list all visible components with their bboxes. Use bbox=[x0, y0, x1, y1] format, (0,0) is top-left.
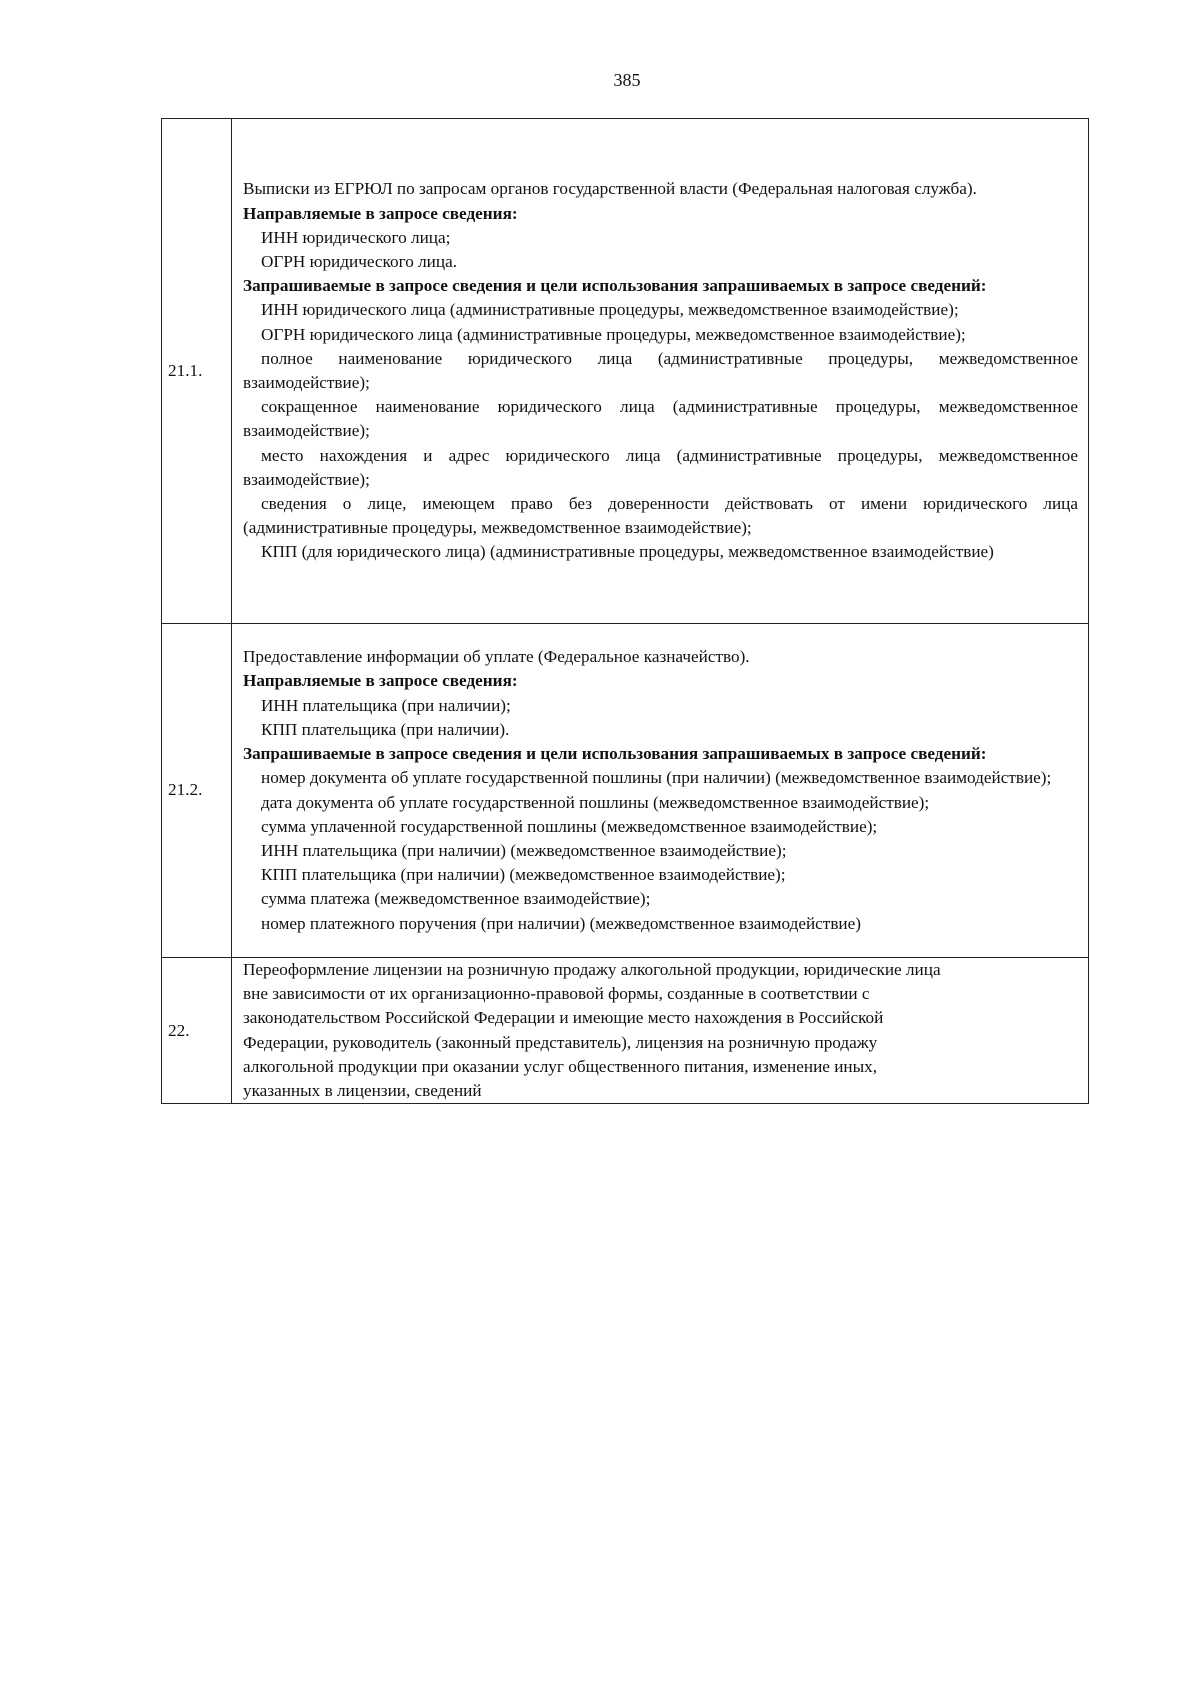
sent-heading: Направляемые в запросе сведения: bbox=[243, 203, 518, 223]
table-row bbox=[162, 119, 1089, 624]
requested-item: ОГРН юридического лица (административные процедуры, межведомственное взаимодействие); bbox=[261, 324, 966, 344]
row-number: 22. bbox=[162, 958, 232, 1104]
row-title: Выписки из ЕГРЮЛ по запросам органов государственной власти (Федеральная налоговая служба). bbox=[243, 179, 977, 199]
requested-item: КПП плательщика (при наличии) (межведомственное взаимодействие); bbox=[261, 865, 786, 885]
requested-item: сведения о лице, имеющем право без доверенности действовать от имени юридического лица (административные процедуры, межведомственное взаимодействие); bbox=[243, 494, 1078, 538]
requested-item: сокращенное наименование юридического лица (административные процедуры, межведомственное взаимодействие); bbox=[243, 397, 1078, 441]
table-row bbox=[162, 958, 1089, 1104]
row-content bbox=[232, 624, 1089, 958]
requested-item: дата документа об уплате государственной пошлины (межведомственное взаимодействие); bbox=[261, 792, 930, 812]
table-row bbox=[162, 624, 1089, 958]
requested-item: номер платежного поручения (при наличии) (межведомственное взаимодействие) bbox=[261, 913, 861, 933]
row-title: Предоставление информации об уплате (Федеральное казначейство). bbox=[243, 647, 750, 667]
sent-item: ИНН юридического лица; bbox=[261, 227, 451, 247]
services-table bbox=[161, 118, 1089, 1104]
row-content bbox=[232, 119, 1089, 624]
row-text-line: законодательством Российской Федерации и имеющие место нахождения в Российской bbox=[243, 1008, 884, 1028]
sent-item: КПП плательщика (при наличии). bbox=[261, 719, 510, 739]
row-text-line: алкогольной продукции при оказании услуг общественного питания, изменение иных, bbox=[243, 1056, 878, 1076]
row-text-line: Переоформление лицензии на розничную продажу алкогольной продукции, юридические лица bbox=[243, 960, 941, 979]
requested-item: ИНН плательщика (при наличии) (межведомственное взаимодействие); bbox=[261, 840, 787, 860]
requested-item: сумма уплаченной государственной пошлины (межведомственное взаимодействие); bbox=[261, 816, 878, 836]
requested-item: место нахождения и адрес юридического лица (административные процедуры, межведомственное взаимодействие); bbox=[243, 445, 1078, 489]
requested-item: ИНН юридического лица (административные процедуры, межведомственное взаимодействие); bbox=[261, 300, 959, 320]
row-text-line: вне зависимости от их организационно-правовой формы, созданные в соответствии с bbox=[243, 984, 870, 1004]
requested-item: номер документа об уплате государственной пошлины (при наличии) (межведомственное взаимодействие); bbox=[261, 768, 1052, 788]
row-number: 21.1. bbox=[162, 119, 232, 624]
page-number: 385 bbox=[613, 70, 641, 90]
row-content bbox=[232, 958, 1089, 1104]
sent-item: ОГРН юридического лица. bbox=[261, 251, 458, 271]
requested-item: КПП (для юридического лица) (административные процедуры, межведомственное взаимодействие) bbox=[261, 542, 994, 562]
row-number: 21.2. bbox=[162, 624, 232, 958]
row-text-line: указанных в лицензии, сведений bbox=[243, 1081, 482, 1101]
requested-item: сумма платежа (межведомственное взаимодействие); bbox=[261, 889, 651, 909]
sent-heading: Направляемые в запросе сведения: bbox=[243, 671, 518, 691]
requested-item: полное наименование юридического лица (административные процедуры, межведомственное взаимодействие); bbox=[243, 348, 1078, 392]
row-text-line: Федерации, руководитель (законный представитель), лицензия на розничную продажу bbox=[243, 1032, 878, 1052]
sent-item: ИНН плательщика (при наличии); bbox=[261, 695, 511, 715]
requested-heading: Запрашиваемые в запросе сведения и цели использования запрашиваемых в запросе сведений: bbox=[243, 744, 987, 764]
requested-heading: Запрашиваемые в запросе сведения и цели использования запрашиваемых в запросе сведений: bbox=[243, 276, 987, 296]
